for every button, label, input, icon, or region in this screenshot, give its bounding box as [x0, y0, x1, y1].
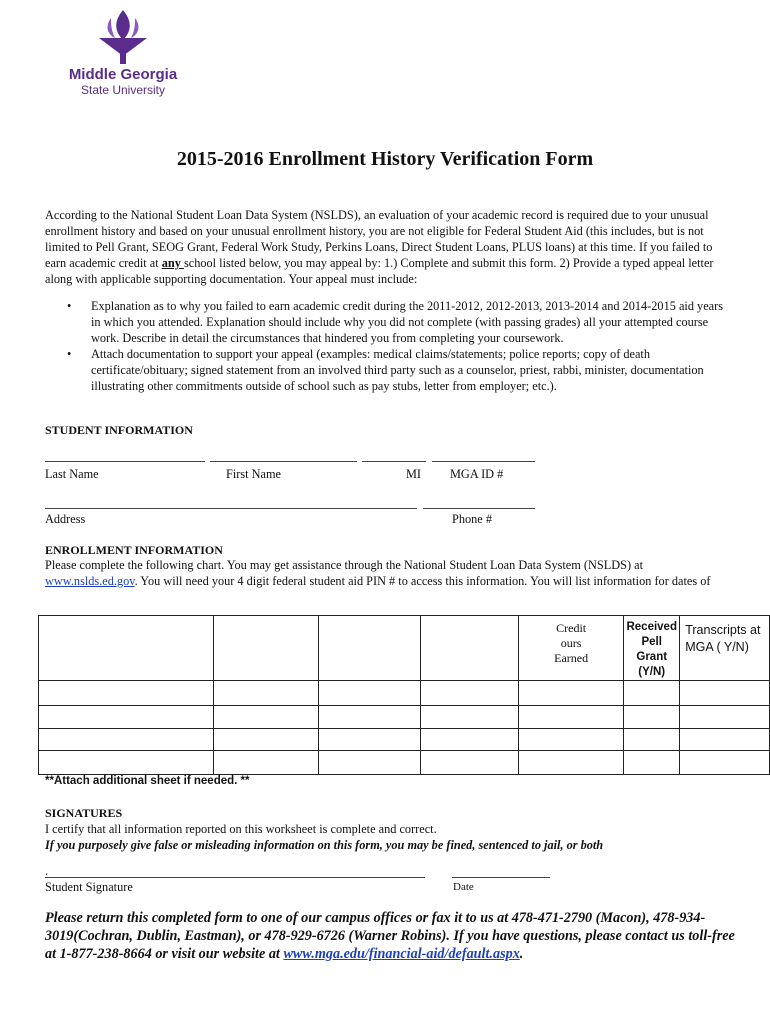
return-instructions: Please return this completed form to one of our campus offices or fax it to us at 478-471-2790 (Macon), 478-934-3019(Cochran, Dublin, Eastman), or 478-929-6726 (Warner Robins). If you have questions, please contact us toll-free at 1-877-238-8664 or visit our website at www.mga.edu/financial-aid/default.aspx. — [45, 910, 735, 962]
date-field[interactable] — [452, 877, 550, 878]
warning-statement: If you purposely give false or misleading information on this form, you may be fined, sentenced to jail, or both — [45, 838, 604, 852]
form-title: 2015-2016 Enrollment History Verification Form — [176, 148, 594, 170]
mi-field[interactable] — [362, 461, 426, 462]
list-item: • Explanation as to why you failed to earn academic credit during the 2011-2012, 2012-2013, 2013-2014 and 2014-2015 aid years in which you attended. Explanation should include why you did not complete (with passing grades) all your attempted course work. Describe in detail the circumstances that hindered you from completing your coursework. — [67, 299, 723, 345]
mga-id-label: MGA ID # — [450, 467, 504, 481]
intro-emphasis: any — [161, 256, 184, 270]
enrollment-heading: ENROLLMENT INFORMATION — [45, 543, 223, 557]
phone-field[interactable] — [423, 508, 535, 509]
intro-text-2: school listed below, you may appeal by: 1.) Complete and submit this form. 2) Provide a typed appeal letter along with applicable supporting documentation. Your appeal must include: — [45, 256, 714, 286]
table-cell[interactable] — [421, 616, 519, 681]
address-field[interactable] — [45, 508, 417, 509]
certify-statement: I certify that all information reported on this worksheet is complete and correct. — [45, 822, 437, 836]
signatures-section — [45, 805, 735, 853]
student-signature-field[interactable] — [45, 877, 425, 878]
intro-paragraph — [45, 207, 725, 287]
mga-id-field[interactable] — [432, 461, 535, 462]
table-cell[interactable] — [319, 616, 421, 681]
university-logo — [60, 8, 200, 98]
enrollment-instructions: Please complete the following chart. You may get assistance through the National Student Loan Data System (NSLDS) at www.nslds.ed.gov. You will need your 4 digit federal student aid PIN # to access this information. You will list information for dates of — [45, 558, 711, 588]
logo-subtitle: State University — [80, 83, 166, 97]
intro-text-1: According to the National Student Loan Data System (NSLDS), an evaluation of your academic record is required due to your unusual enrollment history and based on your unusual enrollment history, you are not eligible for Federal Student Aid (this includes, but is not limited to Pell Grant, SEOG Grant, Federal Work Study, Perkins Loans, Direct Student Loans, PLUS loans) at this time. If you failed to earn academic credit at — [45, 208, 713, 270]
table-header-row — [39, 616, 770, 681]
address-label: Address — [45, 512, 86, 526]
mga-website-link[interactable]: www.mga.edu/financial-aid/default.aspx — [283, 946, 520, 962]
pell-grant-header: Received Pell Grant (Y/N) — [624, 616, 680, 681]
signatures-heading: SIGNATURES — [45, 806, 123, 820]
last-name-field[interactable] — [45, 461, 205, 462]
student-info-heading: STUDENT INFORMATION — [45, 423, 193, 437]
credit-hours-header: Credit ours Earned — [519, 616, 624, 681]
phone-label: Phone # — [452, 512, 492, 526]
table-row — [39, 706, 770, 729]
table-row — [39, 729, 770, 751]
bullet-icon: • — [67, 299, 72, 313]
list-item: • Attach documentation to support your appeal (examples: medical claims/statements; police reports; copy of death certificate/obituary; signed statement from an involved third party such as a counselor, priest, rabbi, minister, documentation illustrating other commitments outside of school such as pay stubs, letter from employer; etc.). — [67, 347, 704, 393]
enrollment-history-table — [38, 615, 770, 775]
candle-flame-icon — [93, 8, 153, 66]
mi-label: MI — [406, 467, 422, 481]
bullet-icon: • — [67, 347, 72, 361]
date-label: Date — [453, 881, 474, 893]
requirements-list — [45, 298, 725, 394]
logo-name: Middle Georgia — [68, 66, 178, 83]
transcripts-header: Transcripts at MGA ( Y/N) — [680, 616, 770, 681]
table-cell[interactable] — [39, 616, 214, 681]
first-name-field[interactable] — [210, 461, 357, 462]
student-signature-label: Student Signature — [45, 880, 133, 894]
signature-dot: . — [45, 864, 49, 878]
table-cell[interactable] — [214, 616, 319, 681]
nslds-link[interactable]: www.nslds.ed.gov — [45, 574, 135, 588]
attach-sheet-note: **Attach additional sheet if needed. ** — [45, 775, 250, 787]
table-row — [39, 681, 770, 706]
last-name-label: Last Name — [45, 467, 99, 481]
first-name-label: First Name — [226, 467, 281, 481]
table-row — [39, 751, 770, 775]
